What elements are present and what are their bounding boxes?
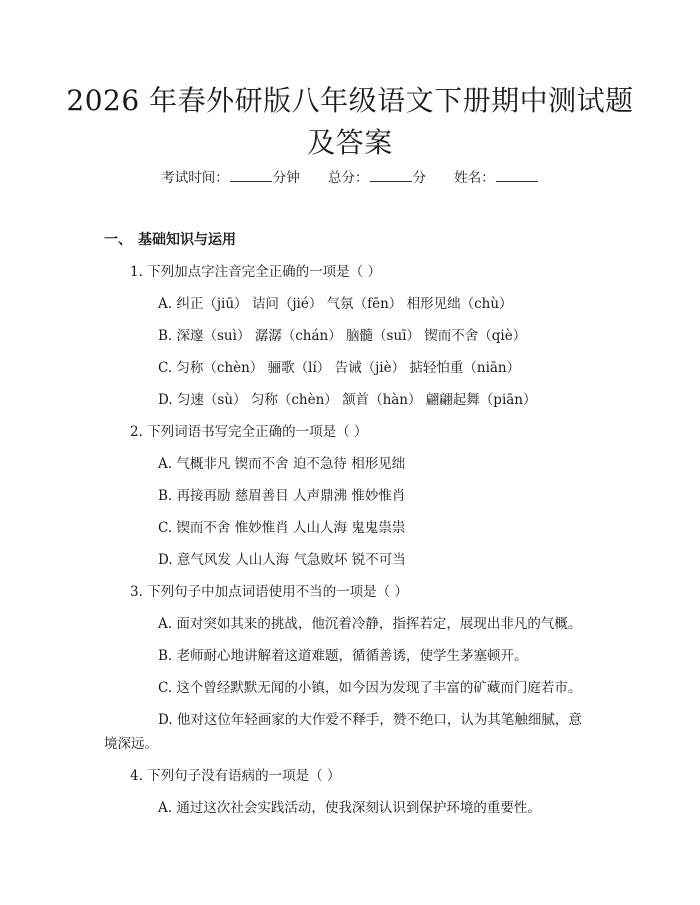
question-2-option-d: D. 意气风发 人山人海 气急败坏 锐不可当 xyxy=(158,552,406,568)
question-1: 1. 下列加点字注音完全正确的一项是（ ） xyxy=(130,264,381,280)
question-2-option-b: B. 再接再励 慈眉善目 人声鼎沸 惟妙惟肖 xyxy=(158,488,406,504)
page-title xyxy=(60,80,640,164)
title-line-1: 2026 年春外研版八年级语文下册期中测试题 xyxy=(66,84,634,117)
question-3-option-c: C. 这个曾经默默无闻的小镇，如今因为发现了丰富的矿藏而门庭若市。 xyxy=(158,680,582,696)
score-blank xyxy=(370,168,412,182)
question-1-option-c: C. 匀称（chèn） 骊歌（lí） 告诫（jiè） 掂轻怕重（niān） xyxy=(158,360,521,376)
score-label: 总分： xyxy=(328,170,369,186)
question-3-option-d: D. 他对这位年轻画家的大作爱不释手，赞不绝口，认为其笔触细腻，意 xyxy=(158,712,582,728)
exam-score xyxy=(328,170,426,186)
question-1-option-b: B. 深邃（suì） 潺潺（chán） 脑髓（suī） 锲而不舍（qiè） xyxy=(158,328,527,344)
section-title: 基础知识与运用 xyxy=(138,232,236,248)
question-3: 3. 下列句子中加点词语使用不当的一项是（ ） xyxy=(130,584,408,600)
question-2-option-c: C. 锲而不舍 惟妙惟肖 人山人海 鬼鬼祟祟 xyxy=(158,520,406,536)
score-unit: 分 xyxy=(412,170,426,186)
exam-time xyxy=(161,170,300,186)
question-4-option-a: A. 通过这次社会实践活动，使我深刻认识到保护环境的重要性。 xyxy=(158,800,541,816)
question-3-option-d-continued: 境深远。 xyxy=(104,736,158,752)
time-unit: 分钟 xyxy=(272,170,300,186)
question-1-option-d: D. 匀速（sù） 匀称（chèn） 颔首（hàn） 翩翩起舞（piān） xyxy=(158,392,537,408)
time-blank xyxy=(230,168,272,182)
section-heading xyxy=(104,230,236,250)
name-label: 姓名： xyxy=(454,170,495,186)
section-number: 一、 xyxy=(104,232,132,248)
time-label: 考试时间： xyxy=(161,170,229,186)
title-line-2: 及答案 xyxy=(307,126,393,159)
question-2: 2. 下列词语书写完全正确的一项是（ ） xyxy=(130,424,368,440)
name-blank xyxy=(496,168,538,182)
question-3-option-a: A. 面对突如其来的挑战，他沉着冷静，指挥若定，展现出非凡的气概。 xyxy=(158,616,582,632)
exam-meta xyxy=(0,168,700,188)
question-4: 4. 下列句子没有语病的一项是（ ） xyxy=(130,768,341,784)
question-3-option-b: B. 老师耐心地讲解着这道难题，循循善诱，使学生茅塞顿开。 xyxy=(158,648,528,664)
question-2-option-a: A. 气概非凡 锲而不舍 迫不急待 相形见绌 xyxy=(158,456,406,472)
exam-name xyxy=(454,170,539,186)
question-1-option-a: A. 纠正（jiū） 诘问（jié） 气氛（fēn） 相形见绌（chù） xyxy=(158,296,513,312)
